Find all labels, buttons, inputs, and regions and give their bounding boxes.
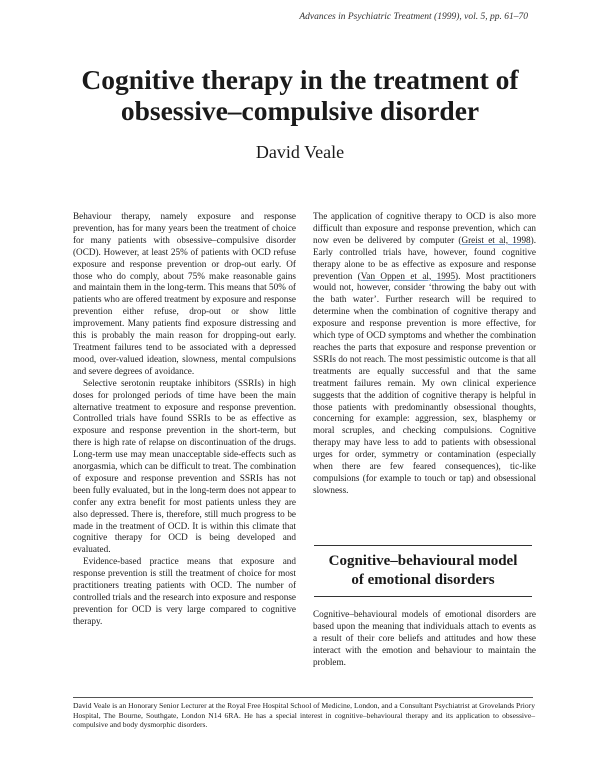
section-heading	[314, 552, 532, 590]
right-p1-text-c: ). Most practitioners would not, however, consider ‘throwing the baby out with the bath water’. Further research will be required to determine when the combination of cognitive therapy and exposure and response prevention is more effective, for which type of OCD symptoms and whether the combination reaches the parts that exposure and response prevention or SSRIs do not reach. The most pessimistic outcome is that all treatments are equally successful and that the same treatment failures remain. My own clinical experience suggests that the addition of cognitive therapy is helpful in those patients with predominantly obsessional thoughts, concerning for example: aggression, sex, blasphemy or moral scruples, and checking compulsions. Cognitive therapy may have less to add to patients with obsessional urges for order, symmetry or contamination (especially when there are few feared consequences), tic-like compulsions (for example to touch or tap) and obsessional slowness.	[313, 270, 536, 495]
citation-link-van-oppen[interactable]: Van Oppen et al, 1995	[360, 270, 456, 281]
article-title	[40, 64, 560, 126]
section-heading-line-1: Cognitive–behavioural model	[328, 553, 518, 569]
footnote-divider	[73, 697, 533, 698]
left-paragraph-3: Evidence-based practice means that exposure and response prevention is still the treatment of choice for most practitioners treating patients with OCD. The number of controlled trials and the research into exposure and response prevention for OCD is very large compared to cognitive therapy.	[73, 556, 296, 626]
section-heading-box	[314, 545, 532, 597]
right-column	[313, 211, 536, 497]
right-paragraph-1	[313, 211, 536, 497]
right-p1-text-b: ). Early controlled trials have, however, found cognitive therapy alone to be as effective as exposure and response prevention (	[313, 234, 536, 281]
left-paragraph-1: Behaviour therapy, namely exposure and response prevention, has for many years been the treatment of choice for many patients with obsessive–compulsive disorder (OCD). However, at least 25% of patients with OCD refuse exposure and response prevention or drop-out early. Of those who do comply, about 75% make reasonable gains and maintain them in the long-term. This means that 50% of patients who are offered treatment by exposure and response prevention either refuse, drop-out or show little improvement. Many patients find exposure distressing and this is probably the main reason for dropping-out early. Treatment failures tend to be associated with a depressed mood, over-valued ideation, slowness, mental compulsions and severe degrees of avoidance.	[73, 211, 296, 376]
section-paragraph: Cognitive–behavioural models of emotional disorders are based upon the meaning that individuals attach to events as a result of their core beliefs and attitudes and how these interact with the emotion and behaviour to maintain the problem.	[313, 609, 536, 667]
right-p1-text-a: The application of cognitive therapy to OCD is also more difficult than exposure and response prevention, which can now even be delivered by computer (	[313, 211, 536, 245]
author-footnote: David Veale is an Honorary Senior Lecturer at the Royal Free Hospital School of Medicine, London, and a Consultant Psychiatrist at Grovelands Priory Hospital, The Bourne, Southgate, London N14 6RA. He has a special interest in cognitive–behavioural therapy and its application to obsessive–compulsive and body dysmorphic disorders.	[73, 701, 535, 730]
section-heading-line-2: of emotional disorders	[351, 572, 495, 588]
citation-link-greist[interactable]: Greist et al, 1998	[461, 234, 531, 245]
title-line-1: Cognitive therapy in the treatment of	[81, 64, 519, 95]
author-name: David Veale	[255, 142, 345, 162]
left-column	[73, 211, 296, 628]
left-paragraph-2: Selective serotonin reuptake inhibitors (SSRIs) in high doses for prolonged periods of time have been the main alternative treatment to exposure and response prevention. Controlled trials have found SSRIs to be as effective as exposure and response prevention in the short-term, but there is high rate of relapse on discontinuation of the drugs. Long-term use may mean unacceptable side-effects such as anorgasmia, which can be difficult to treat. The combination of exposure and response prevention and SSRIs has not been fully evaluated, but in the long-term does not appear to confer any extra benefit for most patients unless they are also depressed. There is, therefore, still much progress to be made in the treatment of OCD. It is within this climate that cognitive therapy for OCD is being developed and evaluated.	[73, 377, 296, 555]
running-head: Advances in Psychiatric Treatment (1999), vol. 5, pp. 61–70	[299, 12, 528, 22]
title-line-2: obsessive–compulsive disorder	[120, 95, 480, 126]
